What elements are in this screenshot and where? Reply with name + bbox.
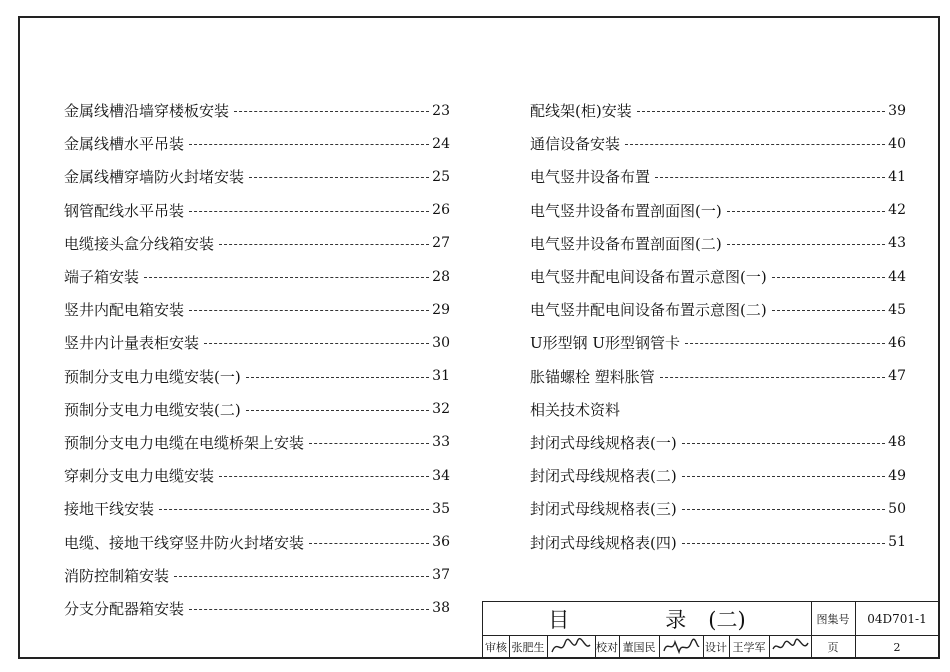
- toc-entry-page: 23: [432, 102, 450, 119]
- toc-entry-title: 封闭式母线规格表(二): [530, 467, 677, 486]
- leader-dashes: [204, 343, 429, 344]
- leader-dashes: [174, 576, 429, 577]
- toc-entry: [64, 260, 450, 293]
- leader-dashes: [159, 509, 429, 510]
- leader-dashes: [637, 111, 885, 112]
- toc-entry-page: 36: [432, 534, 450, 551]
- toc-entry-page: 24: [432, 135, 450, 152]
- toc-entry-title: 穿刺分支电力电缆安装: [64, 467, 215, 486]
- toc-entry-title: 电气竖井设备布置: [530, 168, 651, 187]
- toc-entry-page: 40: [888, 135, 906, 152]
- toc-entry-title: 消防控制箱安装: [64, 566, 170, 585]
- toc-entry-title: 电缆、接地干线穿竖井防火封堵安装: [64, 533, 305, 552]
- toc-entry: [64, 293, 450, 326]
- toc-entry-title: 电气竖井配电间设备布置示意图(一): [530, 268, 767, 287]
- toc-entry: [530, 260, 906, 293]
- toc-entry: [64, 360, 450, 393]
- leader-dashes: [727, 244, 885, 245]
- toc-entry-title: 封闭式母线规格表(四): [530, 533, 677, 552]
- leader-dashes: [246, 410, 429, 411]
- sheet-title-part-2: 录: [665, 607, 687, 632]
- leader-dashes: [246, 377, 429, 378]
- toc-right-column: [530, 94, 906, 559]
- review-label: 审核: [485, 641, 507, 654]
- toc-entry-title: 配线架(柜)安装: [530, 102, 632, 121]
- atlas-number-label: 图集号: [816, 612, 850, 626]
- toc-entry-page: 44: [888, 268, 906, 285]
- toc-entry-page: 48: [888, 434, 906, 451]
- toc-entry: [530, 525, 906, 558]
- toc-entry-title: 金属线槽沿墙穿楼板安装: [64, 102, 230, 121]
- toc-entry: [64, 559, 450, 592]
- toc-entry-title: 竖井内计量表柜安装: [64, 334, 200, 353]
- page-label: 页: [827, 641, 839, 654]
- toc-entry-page: 32: [432, 401, 450, 418]
- toc-entry-page: 25: [432, 168, 450, 185]
- toc-entry: [530, 127, 906, 160]
- leader-dashes: [249, 177, 429, 178]
- proofreader-signature: [659, 635, 703, 659]
- leader-dashes: [219, 244, 429, 245]
- toc-entry-page: 30: [432, 334, 450, 351]
- toc-entry-title: 钢管配线水平吊装: [64, 201, 185, 220]
- leader-dashes: [682, 476, 885, 477]
- toc-entry-title: 接地干线安装: [64, 500, 155, 519]
- leader-dashes: [189, 211, 429, 212]
- toc-entry: [530, 194, 906, 227]
- toc-entry-page: 27: [432, 235, 450, 252]
- toc-entry: [64, 227, 450, 260]
- designer-signature: [769, 635, 811, 659]
- sheet-title-part-3: (二): [708, 607, 746, 632]
- leader-dashes: [189, 310, 429, 311]
- toc-entry: [530, 326, 906, 359]
- leader-dashes: [144, 277, 429, 278]
- toc-entry-page: 49: [888, 467, 906, 484]
- toc-entry-page: 26: [432, 202, 450, 219]
- designer-name: 王学军: [732, 641, 766, 654]
- toc-entry-page: 34: [432, 467, 450, 484]
- toc-entry-title: 竖井内配电箱安装: [64, 301, 185, 320]
- leader-dashes: [685, 343, 885, 344]
- toc-entry: [530, 160, 906, 193]
- leader-dashes: [309, 443, 429, 444]
- toc-entry-title: 预制分支电力电缆安装(一): [64, 367, 241, 386]
- toc-entry: [64, 492, 450, 525]
- toc-entry: [64, 426, 450, 459]
- toc-entry-page: 38: [432, 600, 450, 617]
- toc-entry-title: 端子箱安装: [64, 268, 140, 287]
- toc-entry-page: 46: [888, 334, 906, 351]
- leader-dashes: [219, 476, 429, 477]
- toc-entry-title: 电缆接头盒分线箱安装: [64, 234, 215, 253]
- toc-entry-title: 通信设备安装: [530, 135, 621, 154]
- toc-entry: [64, 393, 450, 426]
- leader-dashes: [189, 144, 429, 145]
- page-number: 2: [893, 640, 901, 654]
- toc-entry-page: 39: [888, 102, 906, 119]
- toc-section-heading: 相关技术资料: [530, 400, 621, 419]
- toc-entry-title: 电气竖井设备布置剖面图(一): [530, 201, 722, 220]
- proofread-label: 校对: [596, 641, 618, 654]
- toc-entry-title: 分支分配器箱安装: [64, 599, 185, 618]
- toc-entry-page: 51: [888, 534, 906, 551]
- toc-entry: [64, 525, 450, 558]
- toc-entry-title: 电气竖井设备布置剖面图(二): [530, 234, 722, 253]
- toc-entry-page: 43: [888, 235, 906, 252]
- toc-entry-page: 47: [888, 368, 906, 385]
- title-block: [482, 601, 938, 658]
- sheet-title: [483, 602, 811, 635]
- design-label: 设计: [705, 641, 727, 654]
- leader-dashes: [727, 211, 885, 212]
- toc-entry-title: 电气竖井配电间设备布置示意图(二): [530, 301, 767, 320]
- toc-entry: [64, 326, 450, 359]
- toc-entry-page: 29: [432, 301, 450, 318]
- toc-entry: [64, 194, 450, 227]
- leader-dashes: [772, 277, 885, 278]
- toc-entry-page: 42: [888, 202, 906, 219]
- toc-entry: [530, 492, 906, 525]
- leader-dashes: [234, 111, 429, 112]
- leader-dashes: [655, 177, 885, 178]
- reviewer-signature: [547, 635, 595, 659]
- toc-entry-page: 41: [888, 168, 906, 185]
- sheet-title-part-1: 目: [548, 607, 570, 632]
- toc-left-column: [64, 94, 450, 625]
- atlas-number: 04D701-1: [867, 611, 927, 626]
- toc-entry: [64, 592, 450, 625]
- toc-entry-title: 预制分支电力电缆安装(二): [64, 400, 241, 419]
- toc-entry: [64, 127, 450, 160]
- toc-entry: [530, 293, 906, 326]
- leader-dashes: [682, 443, 885, 444]
- toc-entry: [530, 459, 906, 492]
- toc-entry-title: 封闭式母线规格表(三): [530, 500, 677, 519]
- proofreader-name: 董国民: [622, 641, 656, 654]
- leader-dashes: [660, 377, 885, 378]
- leader-dashes: [625, 144, 885, 145]
- toc-entry-page: 35: [432, 500, 450, 517]
- leader-dashes: [682, 543, 885, 544]
- toc-entry-page: 37: [432, 567, 450, 584]
- toc-entry-title: 金属线槽水平吊装: [64, 135, 185, 154]
- reviewer-name: 张肥生: [511, 641, 545, 654]
- leader-dashes: [309, 543, 429, 544]
- toc-entry-page: 33: [432, 434, 450, 451]
- toc-entry: [64, 160, 450, 193]
- toc-entry: [530, 360, 906, 393]
- toc-entry: [530, 94, 906, 127]
- toc-entry-page: 50: [888, 500, 906, 517]
- toc-entry-title: 金属线槽穿墙防火封堵安装: [64, 168, 245, 187]
- toc-entry-title: U形型钢 U形型钢管卡: [530, 334, 681, 353]
- toc-entry-page: 28: [432, 268, 450, 285]
- leader-dashes: [772, 310, 885, 311]
- toc-entry: [530, 426, 906, 459]
- toc-entry-title: 封闭式母线规格表(一): [530, 433, 677, 452]
- toc-entry: [530, 227, 906, 260]
- toc-entry-title: 胀锚螺栓 塑料胀管: [530, 367, 655, 386]
- toc-entry-page: 45: [888, 301, 906, 318]
- leader-dashes: [189, 609, 429, 610]
- toc-entry: [64, 459, 450, 492]
- leader-dashes: [682, 509, 885, 510]
- toc-entry: [64, 94, 450, 127]
- toc-entry-title: 预制分支电力电缆在电缆桥架上安装: [64, 433, 305, 452]
- toc-entry-page: 31: [432, 368, 450, 385]
